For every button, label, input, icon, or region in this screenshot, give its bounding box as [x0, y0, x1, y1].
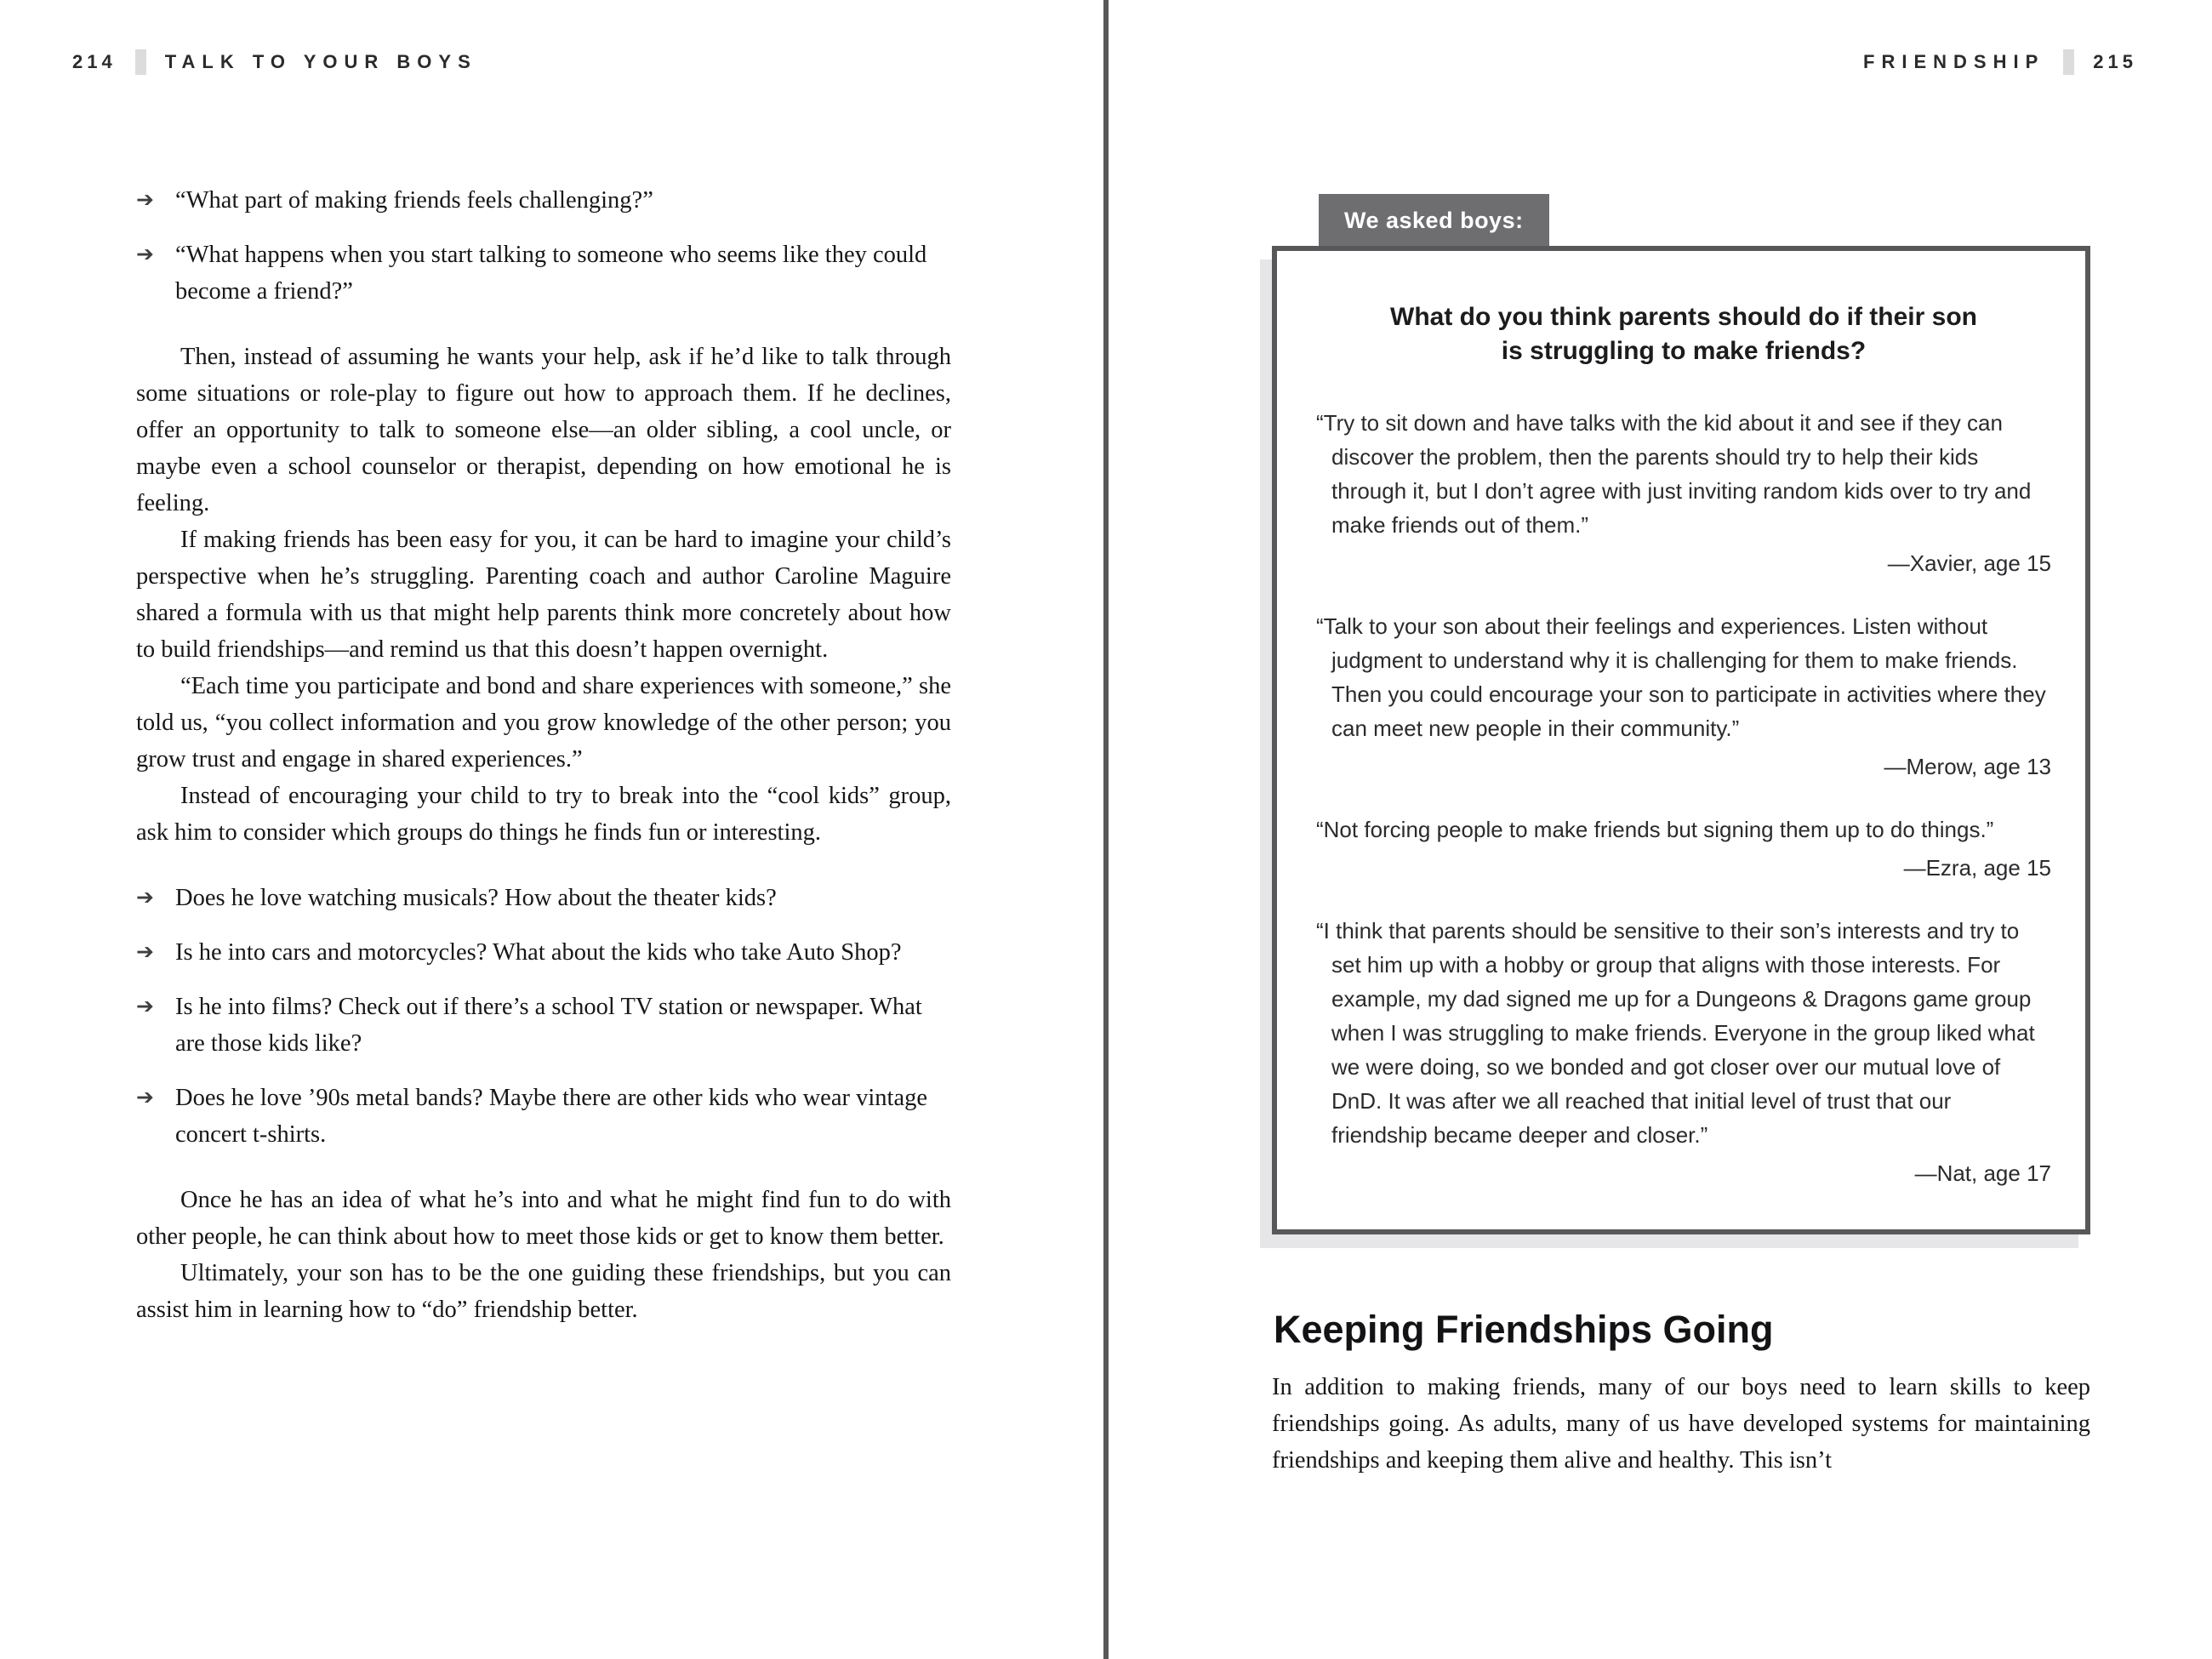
page-number-right: 215 — [2093, 51, 2137, 72]
list-item-text: Does he love ’90s metal bands? Maybe there are other kids who wear vintage concert t-shirts. — [175, 1085, 927, 1148]
list-item-text: “What happens when you start talking to someone who seems like they could become a friend?” — [175, 242, 927, 305]
running-head-right — [1863, 49, 2137, 75]
right-body-column — [1272, 194, 2090, 1479]
chapter-title: FRIENDSHIP — [1863, 51, 2045, 72]
list-item-text: Does he love watching musicals? How about the theater kids? — [175, 885, 777, 911]
callout-box — [1272, 246, 2090, 1234]
header-divider-mark — [135, 49, 146, 75]
arrow-bullet-icon: ➔ — [136, 242, 154, 266]
quote-attribution: —Xavier, age 15 — [1887, 550, 2051, 576]
quote-text: “Talk to your son about their feelings and experiences. Listen without judgment to understand why it is challenging for them to make friends. Then you could encourage your son to participate in activities where they can meet new people in their community.” — [1316, 613, 2046, 741]
list-item — [136, 237, 951, 310]
boy-quote — [1316, 812, 2051, 885]
list-item-text: Is he into films? Check out if there’s a school TV station or newspaper. What are those kids like? — [175, 994, 922, 1057]
boy-quote — [1316, 914, 2051, 1190]
list-item — [136, 1080, 951, 1153]
list-item — [136, 880, 951, 916]
quote-attribution: —Nat, age 17 — [1914, 1160, 2051, 1186]
quote-attribution: —Merow, age 13 — [1884, 754, 2051, 779]
body-paragraph: If making friends has been easy for you, it can be hard to imagine your child’s perspective when he’s struggling. Parenting coach and author Caroline Maguire shared a formula with us that might help parents think more concretely about how to build friendships—and remind us that this doesn’t happen overnight. — [136, 527, 951, 663]
list-item-text: “What part of making friends feels challenging?” — [175, 187, 653, 214]
body-paragraph: Instead of encouraging your child to try to break into the “cool kids” group, ask him to consider which groups do things he finds fun or interesting. — [136, 783, 951, 846]
section-body-paragraph: In addition to making friends, many of our boys need to learn skills to keep friendships going. As adults, many of us have developed systems for maintaining friendships and keeping them alive and healthy. This isn’t — [1272, 1374, 2090, 1474]
arrow-bullet-icon: ➔ — [136, 1085, 154, 1109]
quote-text: “Try to sit down and have talks with the kid about it and see if they can discover the problem, then the parents should try to help their kids through it, but I don’t agree with just inviting random kids over to try and make friends out of them.” — [1316, 410, 2032, 538]
section-heading: Keeping Friendships Going — [1274, 1308, 1774, 1351]
quote-text: “Not forcing people to make friends but signing them up to do things.” — [1316, 817, 1994, 842]
arrow-bullet-icon: ➔ — [136, 187, 154, 212]
body-paragraph: Ultimately, your son has to be the one guiding these friendships, but you can assist him in learning how to “do” friendship better. — [136, 1260, 951, 1323]
interest-list — [136, 880, 951, 1153]
body-paragraph: “Each time you participate and bond and share experiences with someone,” she told us, “you collect information and you grow knowledge of the other person; you grow trust and engage in shared experiences.” — [136, 673, 951, 772]
quote-text: “I think that parents should be sensitive to their son’s interests and try to set him up with a hobby or group that aligns with those interests. For example, my dad signed me up for a Dungeons & Dragons game group when I was struggling to make friends. Everyone in the group liked what we were doing, so we bonded and got closer over our mutual love of DnD. It was after we all reached that initial level of trust that our friendship became deeper and closer.” — [1316, 918, 2035, 1148]
question-list-top — [136, 182, 951, 310]
boy-quote — [1316, 609, 2051, 784]
book-title: TALK TO YOUR BOYS — [164, 51, 477, 72]
body-paragraph: Then, instead of assuming he wants your help, ask if he’d like to talk through some situations or role-play to figure out how to approach them. If he declines, offer an opportunity to talk to someone else—an older sibling, a cool uncle, or maybe even a school counselor or therapist, depending on how emotional he is feeling. — [136, 344, 951, 516]
page-right — [1109, 0, 2212, 1659]
arrow-bullet-icon: ➔ — [136, 885, 154, 909]
arrow-bullet-icon: ➔ — [136, 939, 154, 964]
running-head-left — [72, 49, 477, 75]
body-paragraph: Once he has an idea of what he’s into and what he might find fun to do with other people, he can think about how to meet those kids or get to know them better. — [136, 1187, 951, 1250]
left-body-column — [136, 182, 951, 1328]
arrow-bullet-icon: ➔ — [136, 994, 154, 1018]
header-divider-mark — [2063, 49, 2074, 75]
we-asked-boys-callout — [1272, 194, 2090, 1234]
list-item — [136, 182, 951, 219]
callout-tab: We asked boys: — [1319, 194, 1549, 246]
page-number-left: 214 — [72, 51, 117, 72]
list-item — [136, 934, 951, 971]
boy-quote — [1316, 406, 2051, 580]
callout-question: What do you think parents should do if their son is struggling to make friends? — [1390, 303, 1977, 365]
list-item-text: Is he into cars and motorcycles? What about the kids who take Auto Shop? — [175, 939, 902, 966]
page-left — [0, 0, 1103, 1659]
quote-attribution: —Ezra, age 15 — [1903, 855, 2051, 881]
list-item — [136, 989, 951, 1062]
